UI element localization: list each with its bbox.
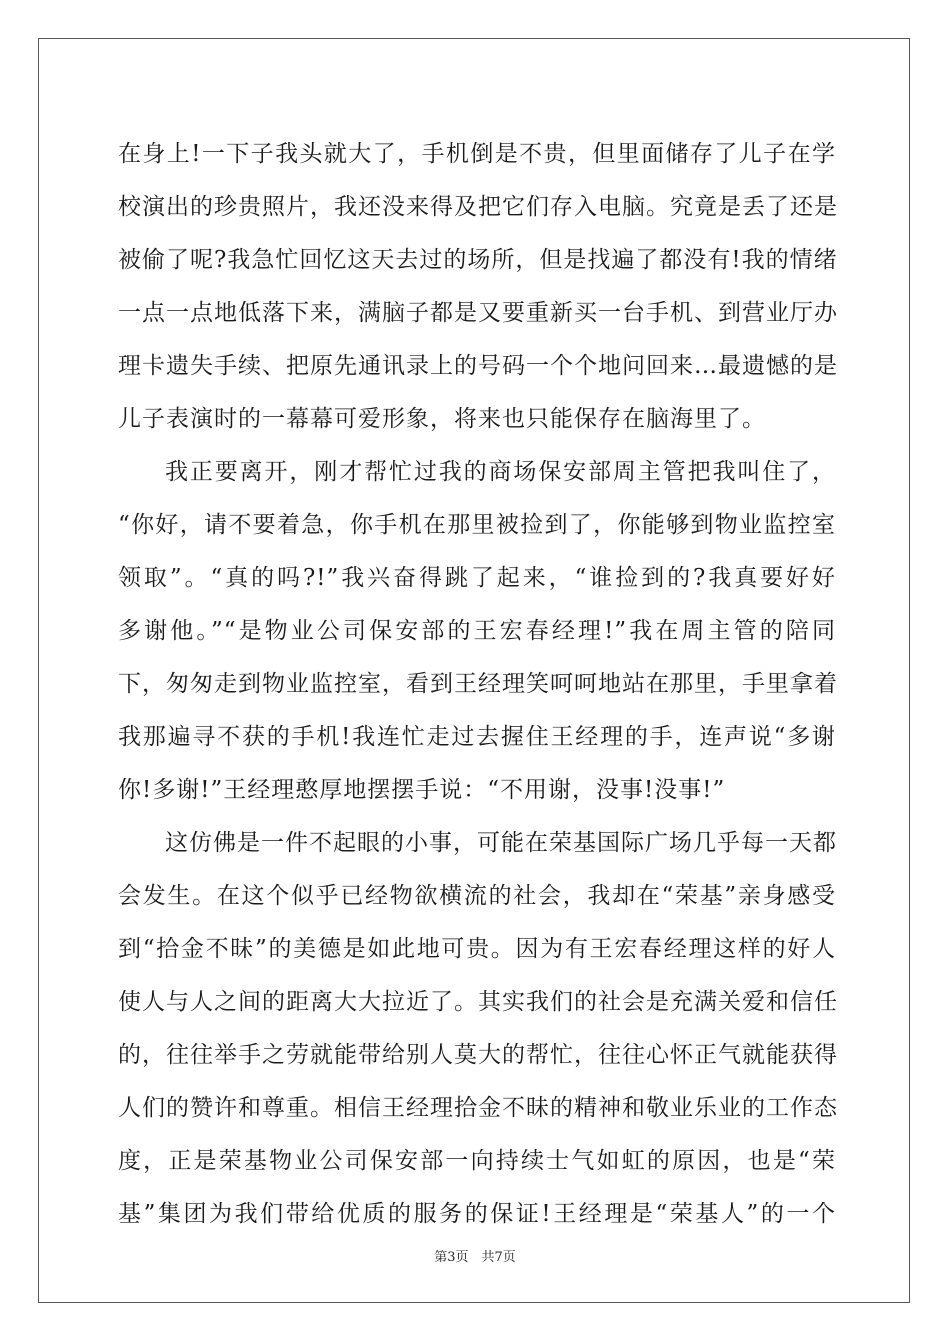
- paragraph-1: [118, 128, 836, 446]
- text-line: 在身上!一下子我头就大了，手机倒是不贵，但里面储存了儿子在学: [118, 141, 836, 167]
- text-line: 基”集团为我们带给优质的服务的保证!王经理是“荣基人”的一个: [118, 1201, 836, 1227]
- text-line: 到“拾金不昧”的美德是如此地可贵。因为有王宏春经理这样的好人: [118, 936, 836, 962]
- text-line: 校演出的珍贵照片，我还没来得及把它们存入电脑。究竟是丢了还是: [118, 194, 838, 220]
- text-line: 度，正是荣基物业公司保安部一向持续士气如虹的原因，也是“荣: [118, 1148, 836, 1174]
- text-line: 一点一点地低落下来，满脑子都是又要重新买一台手机、到营业厅办: [118, 300, 838, 326]
- text-line: 这仿佛是一件不起眼的小事，可能在荣基国际广场几乎每一天都: [165, 830, 837, 856]
- text-line: 使人与人之间的距离大大拉近了。其实我们的社会是充满关爱和信任: [118, 989, 838, 1015]
- text-line: 我正要离开，刚才帮忙过我的商场保安部周主管把我叫住了，: [165, 459, 836, 485]
- text-line: “你好，请不要着急，你手机在那里被捡到了，你能够到物业监控室: [118, 512, 836, 538]
- paragraph-3: [118, 817, 836, 1241]
- page-number-footer: 第3页 共7页: [434, 1250, 516, 1265]
- paragraph-2: [118, 446, 836, 817]
- text-line: 人们的赞许和尊重。相信王经理拾金不昧的精神和敬业乐业的工作态: [118, 1095, 838, 1121]
- document-body: [118, 128, 836, 1241]
- text-line: 下，匆匆走到物业监控室，看到王经理笑呵呵地站在那里，手里拿着: [118, 671, 838, 697]
- text-line: 会发生。在这个似乎已经物欲横流的社会，我却在“荣基”亲身感受: [118, 883, 836, 909]
- text-line: 我那遍寻不获的手机!我连忙走过去握住王经理的手，连声说“多谢: [118, 724, 836, 750]
- text-line: 领取”。“真的吗?!”我兴奋得跳了起来，“谁捡到的?我真要好好: [118, 565, 836, 591]
- text-line: 你!多谢!”王经理憨厚地摆摆手说：“不用谢，没事!没事!”: [118, 777, 726, 803]
- text-line: 被偷了呢?我急忙回忆这天去过的场所，但是找遍了都没有!我的情绪: [118, 247, 838, 273]
- text-line: 理卡遗失手续、把原先通讯录上的号码一个个地问回来…最遗憾的是: [118, 353, 838, 379]
- text-line: 儿子表演时的一幕幕可爱形象，将来也只能保存在脑海里了。: [118, 406, 766, 432]
- text-line: 的，往往举手之劳就能带给别人莫大的帮忙，往往心怀正气就能获得: [118, 1042, 838, 1068]
- text-line: 多谢他。”“是物业公司保安部的王宏春经理!”我在周主管的陪同: [118, 618, 836, 644]
